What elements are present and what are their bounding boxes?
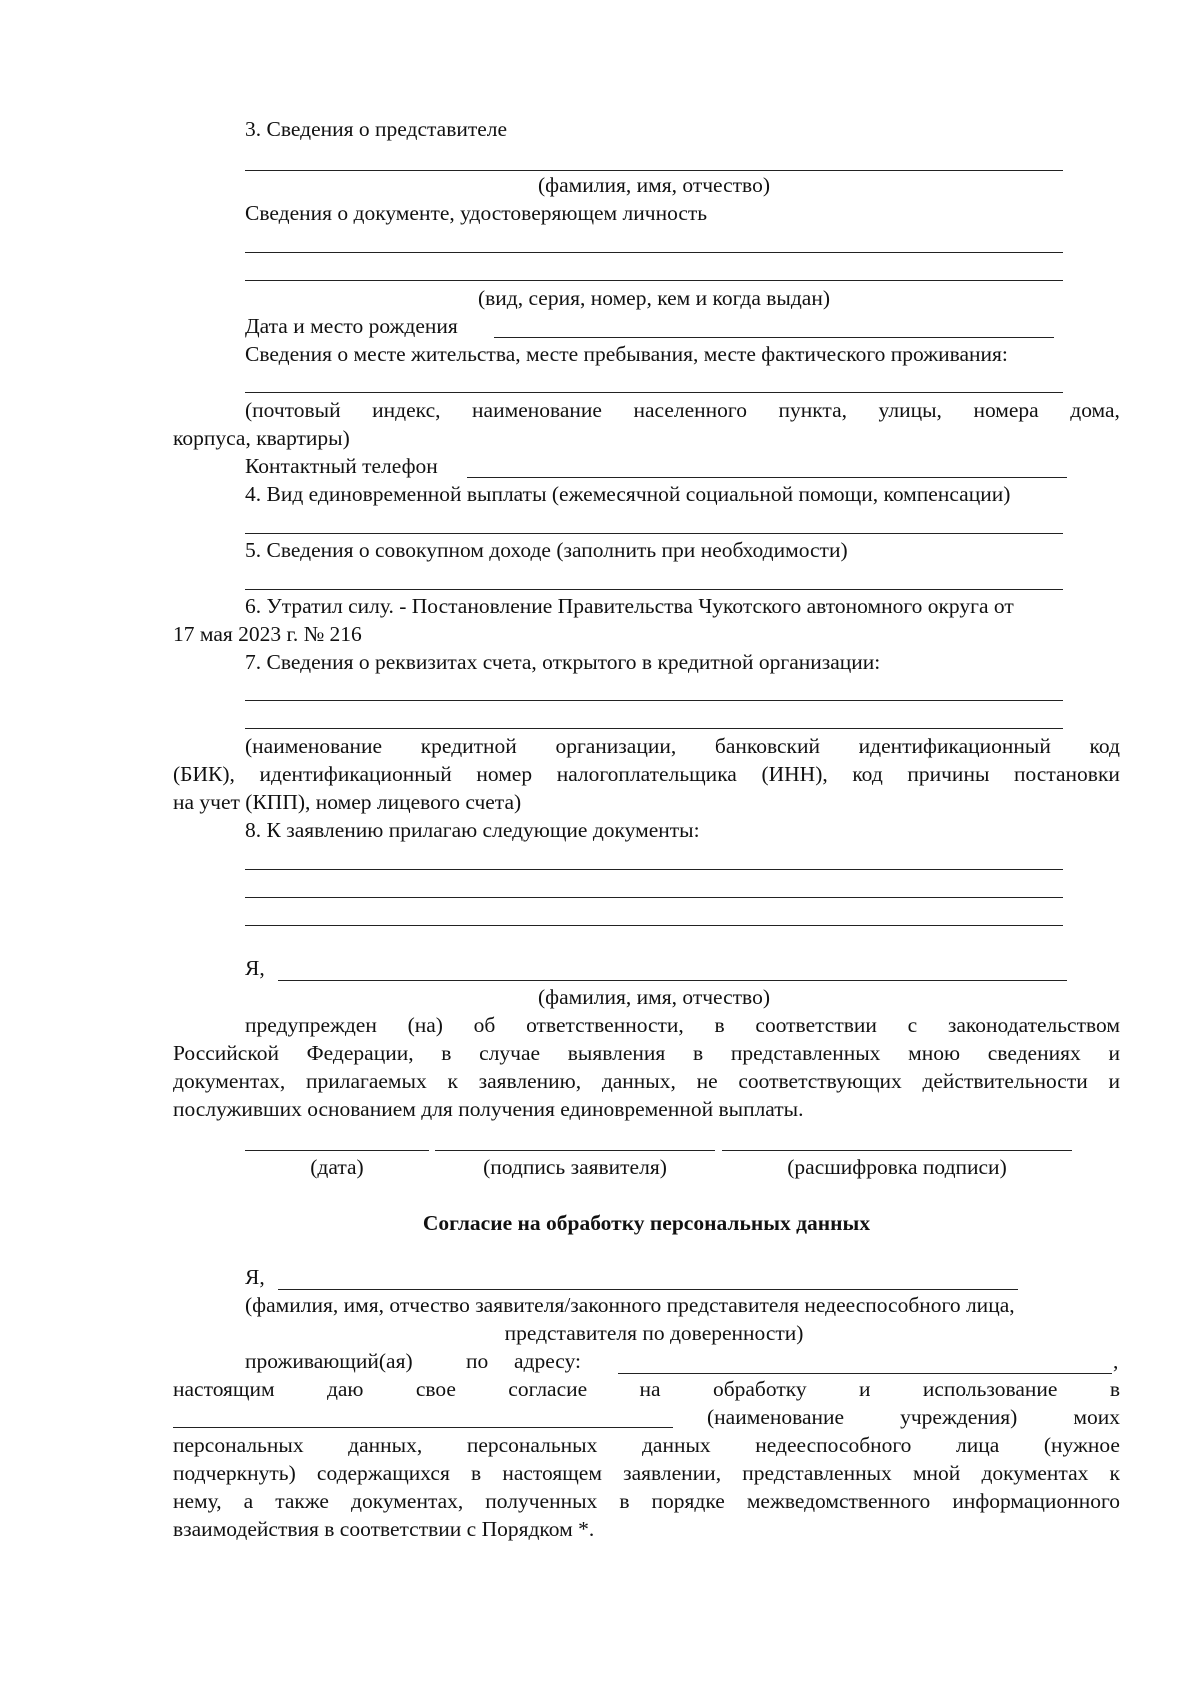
date-line[interactable] [245,1150,429,1151]
declaration-line-4: послуживших основанием для получения единовременной выплаты. [173,1097,804,1121]
consent-fio-caption-1: (фамилия, имя, отчество заявителя/законного представителя недееспособного лица, [245,1293,1015,1317]
documents-line-1[interactable] [245,869,1063,870]
consent-address-comma: , [1113,1349,1119,1373]
residence-label: Сведения о месте жительства, месте пребывания, месте фактического проживания: [245,342,1008,366]
consent-address-line[interactable] [618,1373,1112,1374]
signature-decode-line[interactable] [722,1150,1072,1151]
declaration-line-1: предупрежден (на) об ответственности, в соответствии с законодательством [245,1013,1120,1037]
bank-details-line-2[interactable] [245,728,1063,729]
residence-field-line[interactable] [245,392,1063,393]
declaration-line-3: документах, прилагаемых к заявлению, данных, не соответствующих действительности и [173,1069,1120,1093]
section-6-line-1: 6. Утратил силу. - Постановление Правительства Чукотского автономного округа от [245,594,1014,618]
address-caption-cont: корпуса, квартиры) [173,426,350,450]
phone-label: Контактный телефон [245,454,438,478]
identity-document-line-2[interactable] [245,280,1063,281]
consent-address-word-3: адресу: [514,1349,582,1373]
identity-document-line-1[interactable] [245,252,1063,253]
institution-line[interactable] [173,1427,673,1428]
section-4-title: 4. Вид единовременной выплаты (ежемесячной социальной помощи, компенсации) [245,482,1011,506]
address-caption-line: (почтовый индекс, наименование населенного пункта, улицы, номера дома, [245,398,1120,422]
consent-ya: Я, [245,1265,265,1289]
consent-heading: Согласие на обработку персональных данных [422,1211,871,1235]
signature-decode-caption: (расшифровка подписи) [787,1155,1007,1179]
representative-fio-line[interactable] [245,170,1063,171]
consent-address-word-1: проживающий(ая) [245,1349,413,1373]
identity-document-label: Сведения о документе, удостоверяющем личность [245,201,708,225]
signature-caption: (подпись заявителя) [483,1155,667,1179]
representative-fio-caption: (фамилия, имя, отчество) [538,173,770,197]
documents-line-3[interactable] [245,925,1063,926]
birth-field-line[interactable] [494,337,1054,338]
payment-type-line[interactable] [245,533,1063,534]
section-6-line-2: 17 мая 2023 г. № 216 [173,622,362,646]
signature-line[interactable] [435,1150,715,1151]
consent-fio-caption-2: представителя по доверенности) [504,1321,804,1345]
section-7-title: 7. Сведения о реквизитах счета, открытого в кредитной организации: [245,650,881,674]
income-line[interactable] [245,589,1063,590]
declaration-fio-caption: (фамилия, имя, отчество) [538,985,770,1009]
declaration-line-2: Российской Федерации, в случае выявления в представленных мною сведениях и [173,1041,1120,1065]
bank-caption-line-3: на учет (КПП), номер лицевого счета) [173,790,522,814]
identity-document-caption: (вид, серия, номер, кем и когда выдан) [477,286,830,310]
consent-line-7: взаимодействия в соответствии с Порядком *. [173,1517,595,1541]
consent-line-2: настоящим даю свое согласие на обработку и использование в [173,1377,1120,1401]
consent-line-6: нему, а также документах, полученных в порядке межведомственного информационного [173,1489,1120,1513]
consent-address-word-2: по [466,1349,489,1373]
birth-label: Дата и место рождения [245,314,458,338]
consent-line-5: подчеркнуть) содержащихся в настоящем заявлении, представленных мной документах к [173,1461,1120,1485]
section-3-title: 3. Сведения о представителе [245,117,508,141]
bank-caption-line-2: (БИК), идентификационный номер налогоплательщика (ИНН), код причины постановки [173,762,1120,786]
bank-caption-line-1: (наименование кредитной организации, банковский идентификационный код [245,734,1120,758]
section-5-title: 5. Сведения о совокупном доходе (заполнить при необходимости) [245,538,848,562]
declaration-ya: Я, [245,956,265,980]
date-caption: (дата) [310,1155,364,1179]
declaration-fio-line[interactable] [278,980,1067,981]
bank-details-line-1[interactable] [245,700,1063,701]
consent-fio-line[interactable] [278,1289,1018,1290]
consent-line-4: персональных данных, персональных данных недееспособного лица (нужное [173,1433,1120,1457]
phone-field-line[interactable] [467,477,1067,478]
documents-line-2[interactable] [245,897,1063,898]
section-8-title: 8. К заявлению прилагаю следующие документы: [245,818,700,842]
consent-line-3: (наименование учреждения) моих [707,1405,1120,1429]
